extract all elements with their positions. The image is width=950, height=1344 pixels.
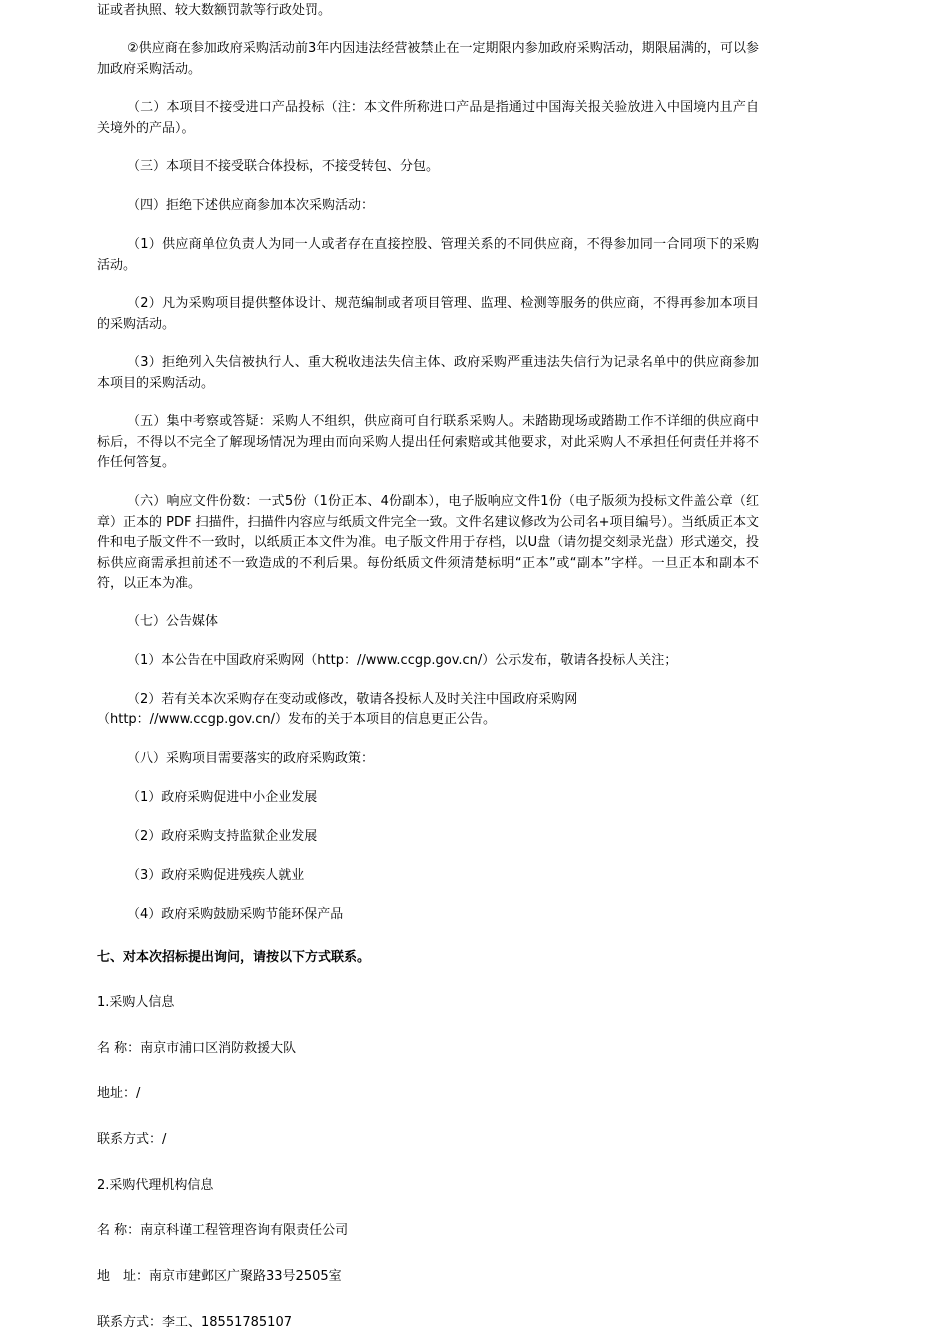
- purchaser-info-title: 1.采购人信息: [97, 995, 175, 1010]
- paragraph-media-1: （1）本公告在中国政府采购网（http：//www.ccgp.gov.cn/）公示发布，敬请各投标人关注；: [127, 653, 678, 668]
- paragraph-reject-1: （1）供应商单位负责人为同一人或者存在直接控股、管理关系的不同供应商，不得参加同一合同项下的采购活动。: [97, 237, 759, 273]
- agency-address: 地 址：南京市建邺区广聚路33号2505室: [97, 1269, 342, 1284]
- purchaser-name: 名 称：南京市浦口区消防救援大队: [97, 1041, 297, 1056]
- paragraph-reject-2: （2）凡为采购项目提供整体设计、规范编制或者项目管理、监理、检测等服务的供应商，不得再参加本项目的采购活动。: [97, 296, 759, 332]
- paragraph-reject-3: （3）拒绝列入失信被执行人、重大税收违法失信主体、政府采购严重违法失信行为记录名单中的供应商参加本项目的采购活动。: [97, 355, 759, 391]
- agency-contact: 联系方式：李工、18551785107: [97, 1315, 292, 1330]
- paragraph-policy-title: （八）采购项目需要落实的政府采购政策：: [127, 751, 375, 766]
- paragraph-policy-2: （2）政府采购支持监狱企业发展: [127, 829, 318, 844]
- paragraph-site-visit: （五）集中考察或答疑：采购人不组织，供应商可自行联系采购人。未踏勘现场或踏勘工作不详细的供应商中标后，不得以不完全了解现场情况为理由而向采购人提出任何索赔或其他要求，对此采购人不承担任何责任并将不作任何答复。: [97, 414, 759, 470]
- paragraph-policy-1: （1）政府采购促进中小企业发展: [127, 790, 318, 805]
- paragraph-media-2-line1: （2）若有关本次采购存在变动或修改，敬请各投标人及时关注中国政府采购网: [127, 692, 578, 707]
- paragraph-no-import: （二）本项目不接受进口产品投标（注：本文件所称进口产品是指通过中国海关报关验放进入中国境内且产自关境外的产品）。: [97, 100, 759, 136]
- agency-info-title: 2.采购代理机构信息: [97, 1178, 214, 1193]
- paragraph-no-consortium: （三）本项目不接受联合体投标，不接受转包、分包。: [127, 159, 440, 174]
- section-heading-contact: 七、对本次招标提出询问，请按以下方式联系。: [97, 950, 371, 965]
- purchaser-address: 地址：/: [97, 1086, 141, 1101]
- paragraph-media-title: （七）公告媒体: [127, 614, 219, 629]
- paragraph-policy-4: （4）政府采购鼓励采购节能环保产品: [127, 907, 344, 922]
- paragraph-reject-title: （四）拒绝下述供应商参加本次采购活动：: [127, 198, 375, 213]
- agency-name: 名 称：南京科谨工程管理咨询有限责任公司: [97, 1223, 349, 1238]
- purchaser-contact: 联系方式：/: [97, 1132, 167, 1147]
- paragraph-copies: （六）响应文件份数：一式5份（1份正本、4份副本），电子版响应文件1份（电子版须为投标文件盖公章（红章）正本的 PDF 扫描件，扫描件内容应与纸质文件完全一致。文件名建议修改为公司名+项目编号）。当纸质正本文件和电子版文件不一致时，以纸质正本文件为准。电子版文件用于存档，以U盘（请勿提交刻录光盘）形式递交，投标供应商需承担前述不一致造成的不利后果。每份纸质文件须清楚标明“正本”或“副本”字样。一旦正本和副本不符，以正本为准。: [97, 494, 759, 591]
- paragraph-media-2-line2: （http：//www.ccgp.gov.cn/）发布的关于本项目的信息更正公告。: [97, 712, 497, 727]
- paragraph-ban-expired: ②供应商在参加政府采购活动前3年内因违法经营被禁止在一定期限内参加政府采购活动，期限届满的，可以参加政府采购活动。: [97, 41, 759, 77]
- paragraph-policy-3: （3）政府采购促进残疾人就业: [127, 868, 305, 883]
- paragraph-penalty-tail: 证或者执照、较大数额罚款等行政处罚。: [97, 3, 332, 18]
